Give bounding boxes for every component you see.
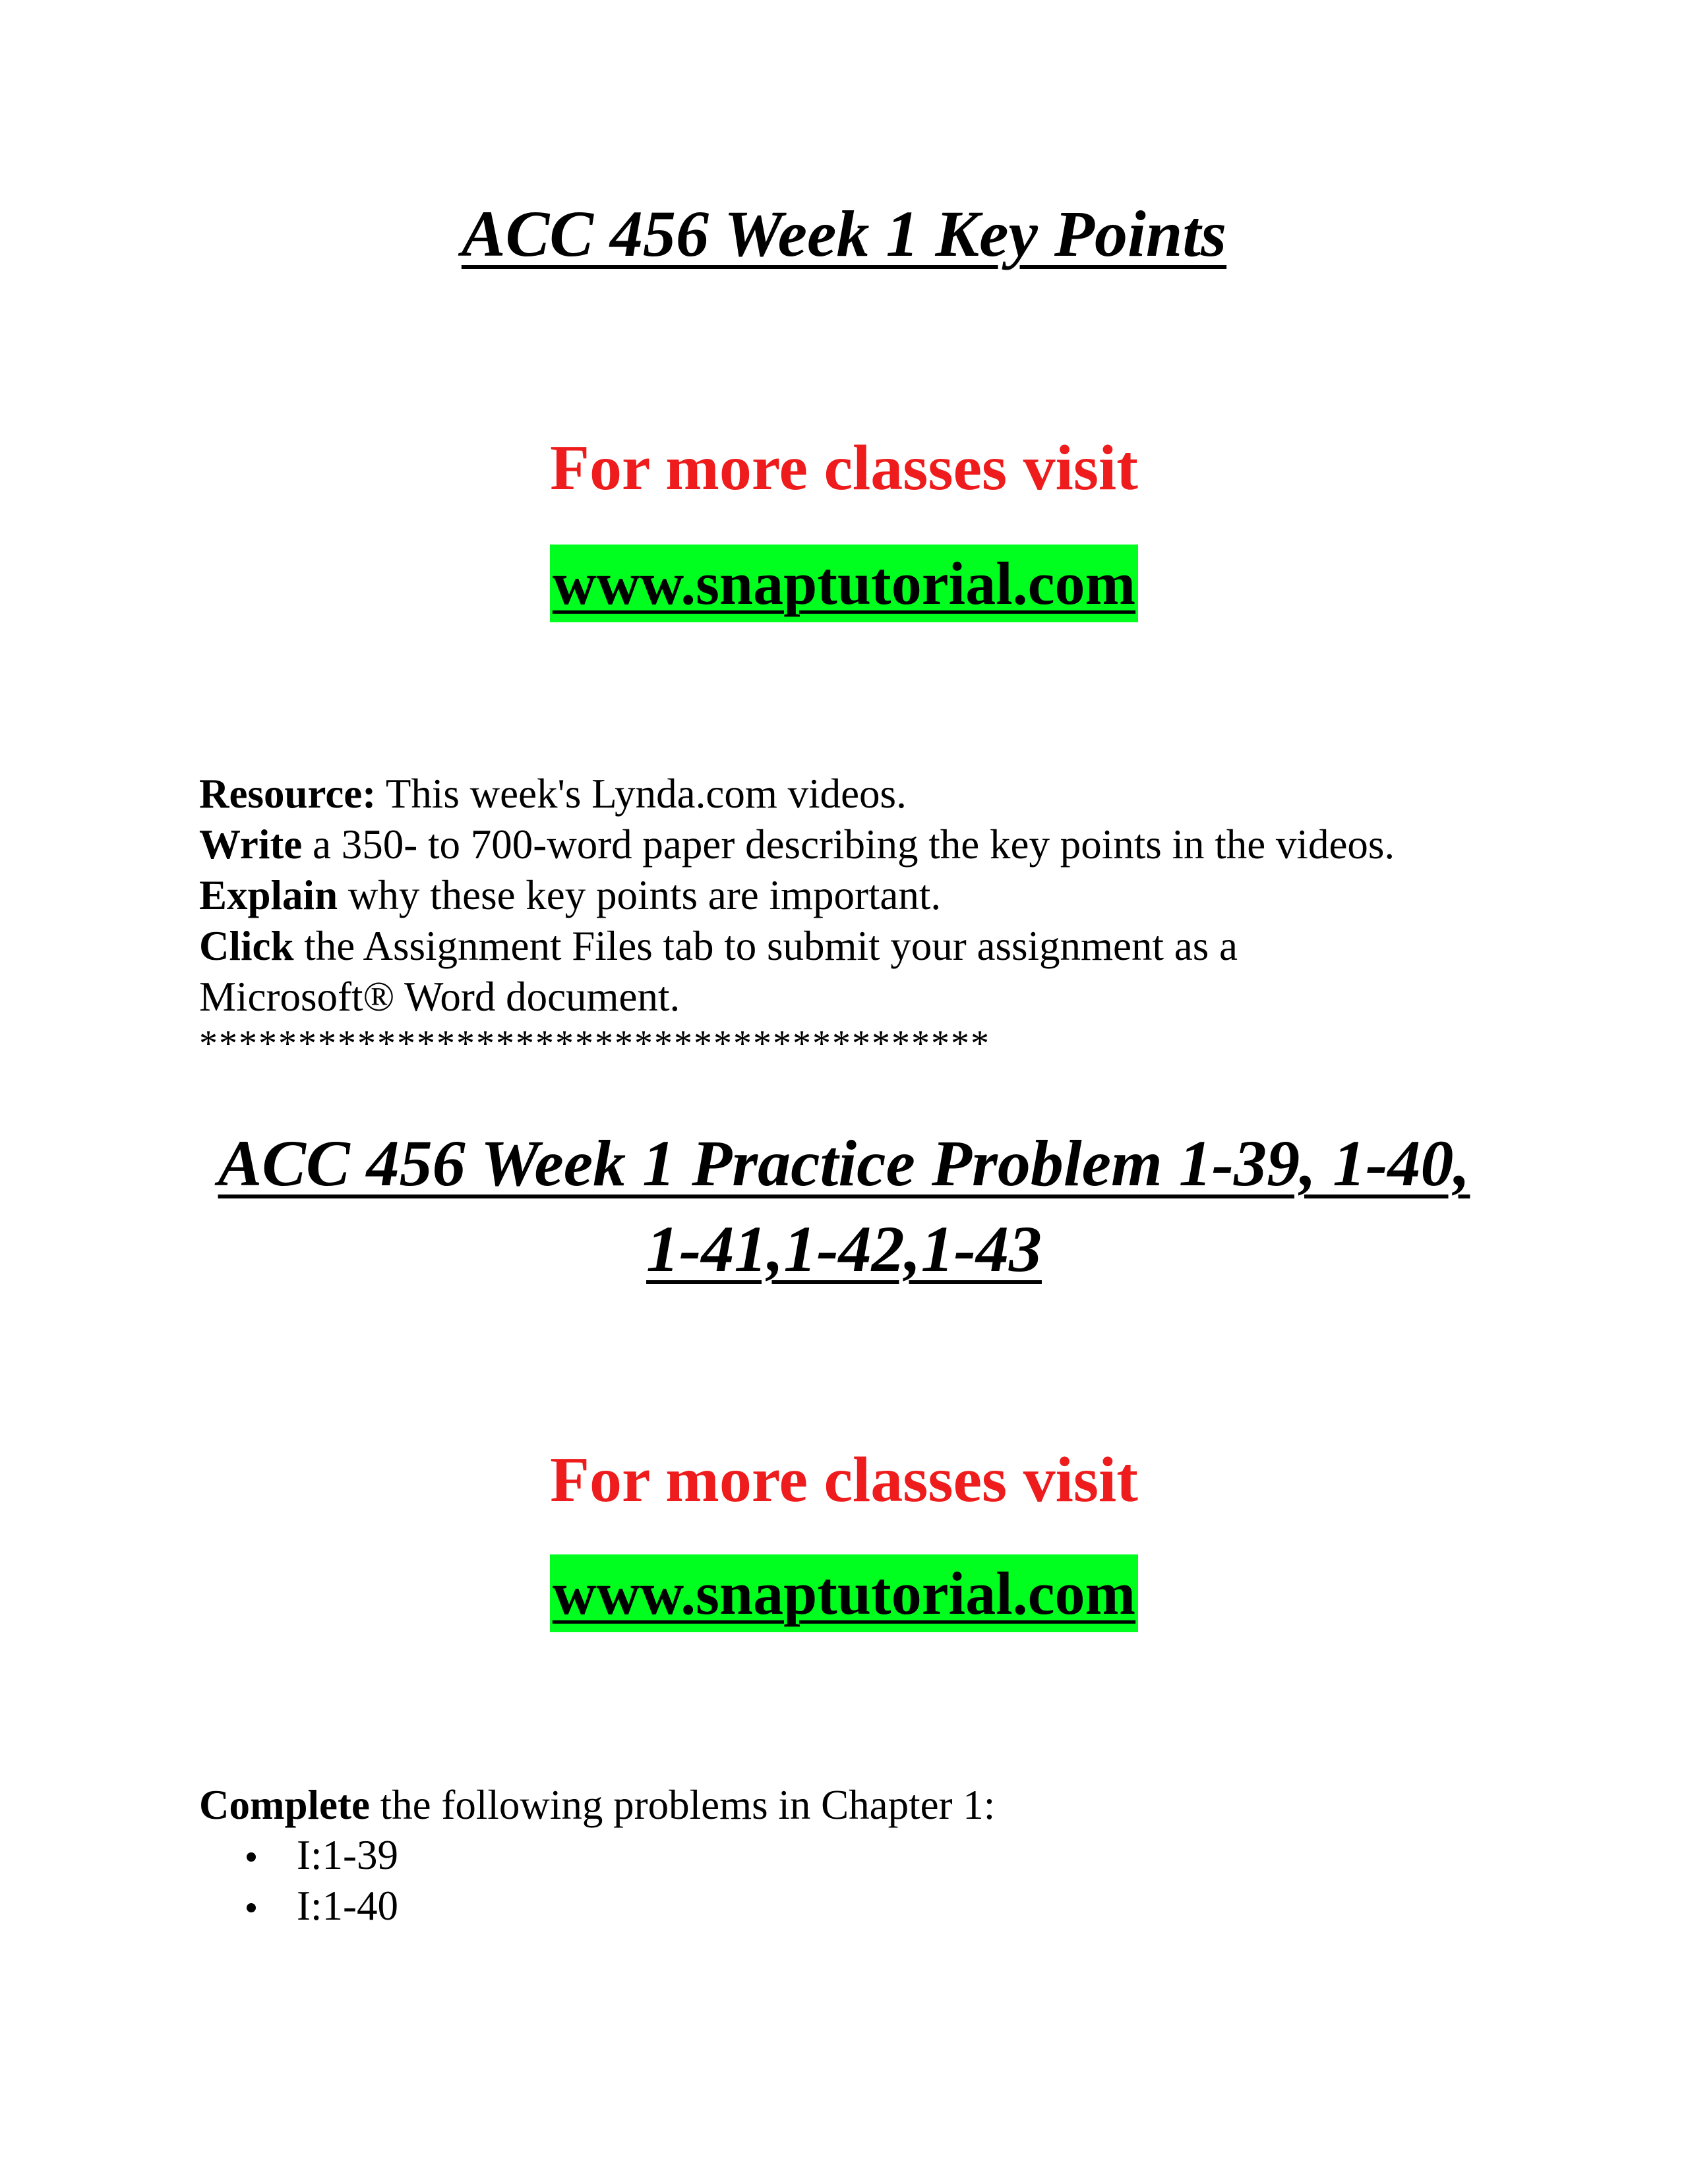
instruction-text: the Assignment Files tab to submit your assignment as a — [293, 923, 1238, 969]
section2-promo-text: For more classes visit — [550, 1444, 1138, 1516]
list-item — [237, 1881, 398, 1932]
instruction-text: a 350- to 700-word paper describing the key points in the videos. — [302, 821, 1395, 868]
problem-list — [237, 1830, 398, 1932]
section1-site-link-wrap — [0, 545, 1688, 622]
instruction-line-resource — [199, 769, 1511, 819]
instruction-line-click — [199, 921, 1511, 972]
instruction-keyword: Explain — [199, 872, 338, 918]
section2-site-link[interactable]: www.snaptutorial.com — [550, 1554, 1138, 1632]
section2-intro-line — [199, 1780, 1511, 1831]
instruction-keyword: Write — [199, 821, 303, 868]
instruction-keyword: Click — [199, 923, 294, 969]
intro-text: the following problems in Chapter 1: — [369, 1782, 996, 1828]
intro-keyword: Complete — [199, 1782, 370, 1828]
section2-site-link-wrap — [0, 1554, 1688, 1632]
instruction-keyword: Resource: — [199, 771, 377, 817]
bullet-icon — [247, 1903, 256, 1912]
asterisk-separator: **************************************** — [199, 1023, 990, 1064]
section1-instructions — [199, 769, 1511, 1065]
section2-intro — [199, 1780, 1511, 1831]
problem-label: I:1-40 — [297, 1883, 398, 1929]
problem-label: I:1-39 — [297, 1832, 398, 1878]
section1-title: ACC 456 Week 1 Key Points — [461, 197, 1227, 270]
instruction-line-explain — [199, 870, 1511, 921]
section1-site-link[interactable]: www.snaptutorial.com — [550, 545, 1138, 622]
section2-title: ACC 456 Week 1 Practice Problem 1-39, 1-40, 1-41,1-42,1-43 — [218, 1127, 1470, 1285]
instruction-text: This week's Lynda.com videos. — [376, 771, 907, 817]
list-item — [237, 1830, 398, 1881]
instruction-text: why these key points are important. — [338, 872, 942, 918]
bullet-icon — [247, 1852, 256, 1862]
instruction-line-write — [199, 819, 1511, 870]
section1-promo-text: For more classes visit — [550, 432, 1138, 504]
instruction-text: Microsoft® Word document. — [199, 974, 680, 1020]
instruction-line-microsoft — [199, 972, 1511, 1022]
